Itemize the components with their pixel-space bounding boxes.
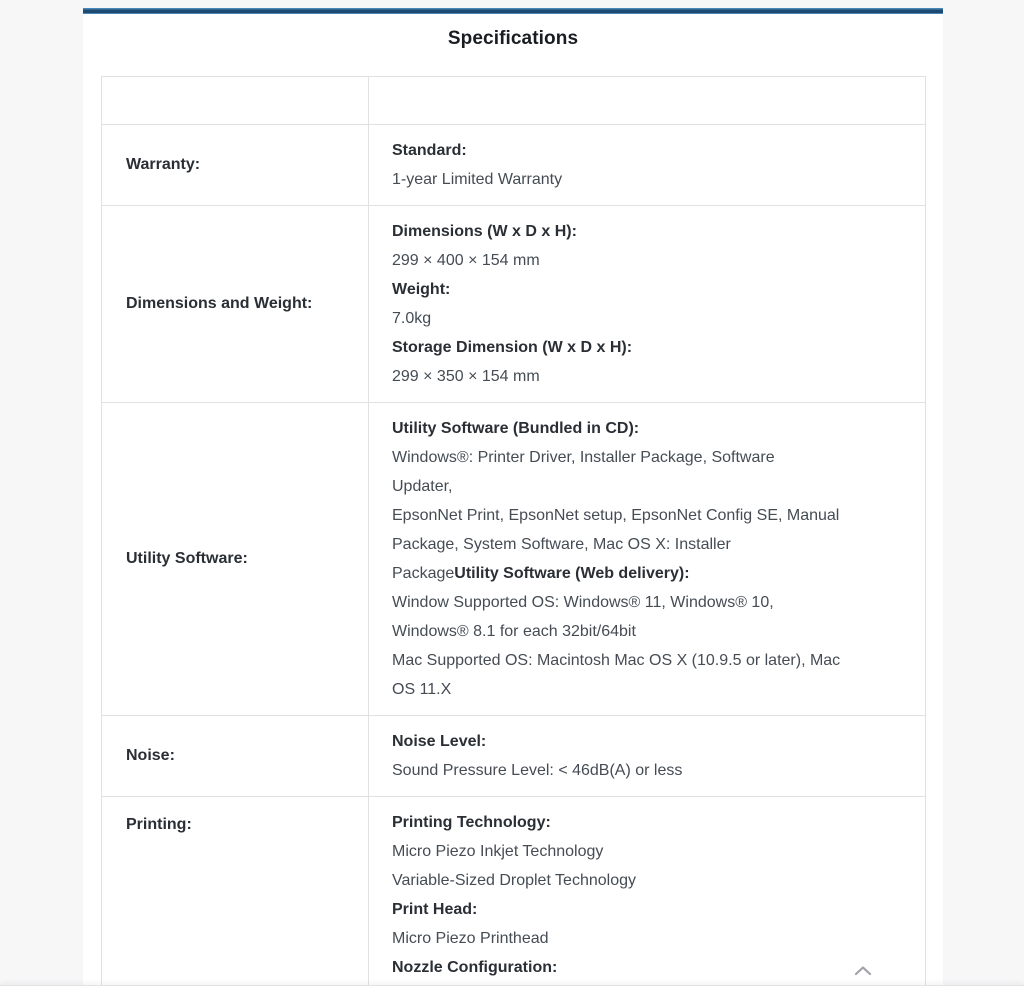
specifications-card xyxy=(83,8,943,994)
spec-value-line: Print Head: xyxy=(392,901,478,918)
spec-value-line: Standard: xyxy=(392,142,467,159)
spec-value-line: EpsonNet Print, EpsonNet setup, EpsonNet Config SE, Manual xyxy=(392,507,840,524)
spec-label-warranty: Warranty: xyxy=(102,125,369,206)
spec-value-line: 7.0kg xyxy=(392,310,432,327)
spec-value-utility-software xyxy=(369,403,926,716)
spec-value-line: PackageUtility Software (Web delivery): xyxy=(392,565,690,582)
spec-label-dimensions-and-weight: Dimensions and Weight: xyxy=(102,206,369,403)
spec-label-empty-header xyxy=(102,77,369,125)
spec-value-line: Nozzle Configuration: xyxy=(392,959,558,976)
table-row-dimensions-and-weight xyxy=(102,206,926,403)
spec-value-line: Micro Piezo Inkjet Technology xyxy=(392,843,604,860)
table-row-empty-header xyxy=(102,77,926,125)
scroll-to-top-button[interactable] xyxy=(850,960,876,982)
spec-value-line: Window Supported OS: Windows® 11, Windows® 10, xyxy=(392,594,774,611)
spec-value-line: Sound Pressure Level: < 46dB(A) or less xyxy=(392,762,683,779)
spec-value-line: Printing Technology: xyxy=(392,814,551,831)
spec-value-warranty xyxy=(369,125,926,206)
table-row-noise xyxy=(102,716,926,797)
spec-value-line: Weight: xyxy=(392,281,451,298)
spec-value-line: Updater, xyxy=(392,478,453,495)
spec-label-printing: Printing: xyxy=(102,797,369,994)
spec-value-line: Variable-Sized Droplet Technology xyxy=(392,872,636,889)
spec-value-line: Package, System Software, Mac OS X: Installer xyxy=(392,536,731,553)
spec-label-noise: Noise: xyxy=(102,716,369,797)
page-title: Specifications xyxy=(447,28,579,49)
spec-value-line: 1-year Limited Warranty xyxy=(392,171,563,188)
spec-value-line: Dimensions (W x D x H): xyxy=(392,223,577,240)
spec-value-line: Windows® 8.1 for each 32bit/64bit xyxy=(392,623,636,640)
spec-value-line: Utility Software (Bundled in CD): xyxy=(392,420,640,437)
spec-value-line: 299 × 400 × 154 mm xyxy=(392,252,540,269)
spec-value-dimensions-and-weight xyxy=(369,206,926,403)
spec-table-body xyxy=(102,77,926,994)
spec-value-empty-header xyxy=(369,77,926,125)
spec-value-line: Micro Piezo Printhead xyxy=(392,930,549,947)
accent-bar xyxy=(83,8,943,14)
spec-value-noise xyxy=(369,716,926,797)
spec-value-line: 299 × 350 × 154 mm xyxy=(392,368,540,385)
table-row-utility-software xyxy=(102,403,926,716)
viewport-bottom-bar xyxy=(0,985,1024,994)
spec-value-printing xyxy=(369,797,926,994)
spec-value-line: Noise Level: xyxy=(392,733,487,750)
table-row-printing xyxy=(102,797,926,994)
specifications-table xyxy=(101,76,926,994)
spec-value-line: Mac Supported OS: Macintosh Mac OS X (10.9.5 or later), Mac xyxy=(392,652,841,669)
spec-label-utility-software: Utility Software: xyxy=(102,403,369,716)
spec-value-line: Storage Dimension (W x D x H): xyxy=(392,339,633,356)
spec-value-line: OS 11.X xyxy=(392,681,452,698)
spec-value-line: Windows®: Printer Driver, Installer Package, Software xyxy=(392,449,775,466)
chevron-up-icon xyxy=(853,964,873,978)
table-row-warranty xyxy=(102,125,926,206)
